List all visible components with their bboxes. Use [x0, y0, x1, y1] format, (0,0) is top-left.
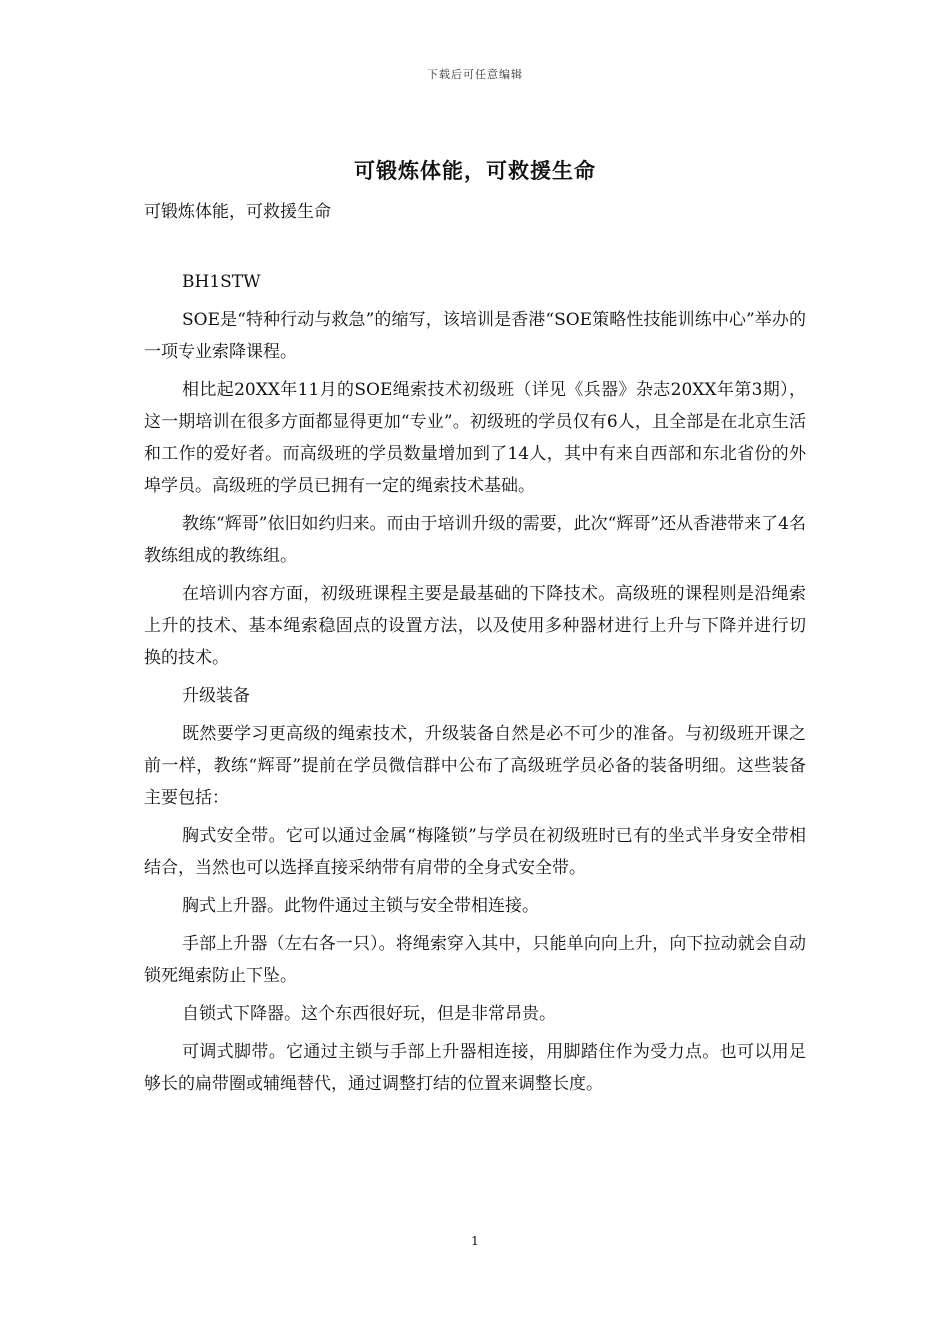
paragraph: 可调式脚带。它通过主锁与手部上升器相连接，用脚踏住作为受力点。也可以用足够长的扁带圈或辅绳替代，通过调整打结的位置来调整长度。	[144, 1042, 806, 1094]
document-body	[144, 196, 806, 1106]
page-number: 1	[471, 1234, 479, 1248]
paragraph: 胸式上升器。此物件通过主锁与安全带相连接。	[182, 896, 539, 916]
paragraph: 自锁式下降器。这个东西很好玩，但是非常昂贵。	[182, 1004, 556, 1024]
document-title: 可锻炼体能，可救援生命	[354, 158, 596, 183]
paragraph: 教练“辉哥”依旧如约归来。而由于培训升级的需要，此次“辉哥”还从香港带来了4名教练组成的教练组。	[144, 514, 806, 566]
paragraph: 相比起20XX年11月的SOE绳索技术初级班（详见《兵器》杂志20XX年第3期），这一期培训在很多方面都显得更加“专业”。初级班的学员仅有6人，且全部是在北京生活和工作的爱好者。而高级班的学员数量增加到了14人，其中有来自西部和东北省份的外埠学员。高级班的学员已拥有一定的绳索技术基础。	[144, 380, 806, 496]
document-subtitle: 可锻炼体能，可救援生命	[144, 202, 331, 222]
paragraph: 手部上升器（左右各一只）。将绳索穿入其中，只能单向向上升，向下拉动就会自动锁死绳索防止下坠。	[144, 934, 806, 986]
paragraph: SOE是“特种行动与救急”的缩写，该培训是香港“SOE策略性技能训练中心”举办的一项专业索降课程。	[144, 310, 806, 362]
header-note: 下载后可任意编辑	[427, 68, 523, 81]
section-heading: 升级装备	[182, 686, 250, 706]
paragraph: 在培训内容方面，初级班课程主要是最基础的下降技术。高级班的课程则是沿绳索上升的技术、基本绳索稳固点的设置方法，以及使用多种器材进行上升与下降并进行切换的技术。	[144, 584, 806, 668]
paragraph-author: BH1STW	[182, 272, 261, 292]
paragraph: 既然要学习更高级的绳索技术，升级装备自然是必不可少的准备。与初级班开课之前一样，教练“辉哥”提前在学员微信群中公布了高级班学员必备的装备明细。这些装备主要包括：	[144, 724, 806, 808]
paragraph: 胸式安全带。它可以通过金属“梅隆锁”与学员在初级班时已有的坐式半身安全带相结合，当然也可以选择直接采纳带有肩带的全身式安全带。	[144, 826, 806, 878]
